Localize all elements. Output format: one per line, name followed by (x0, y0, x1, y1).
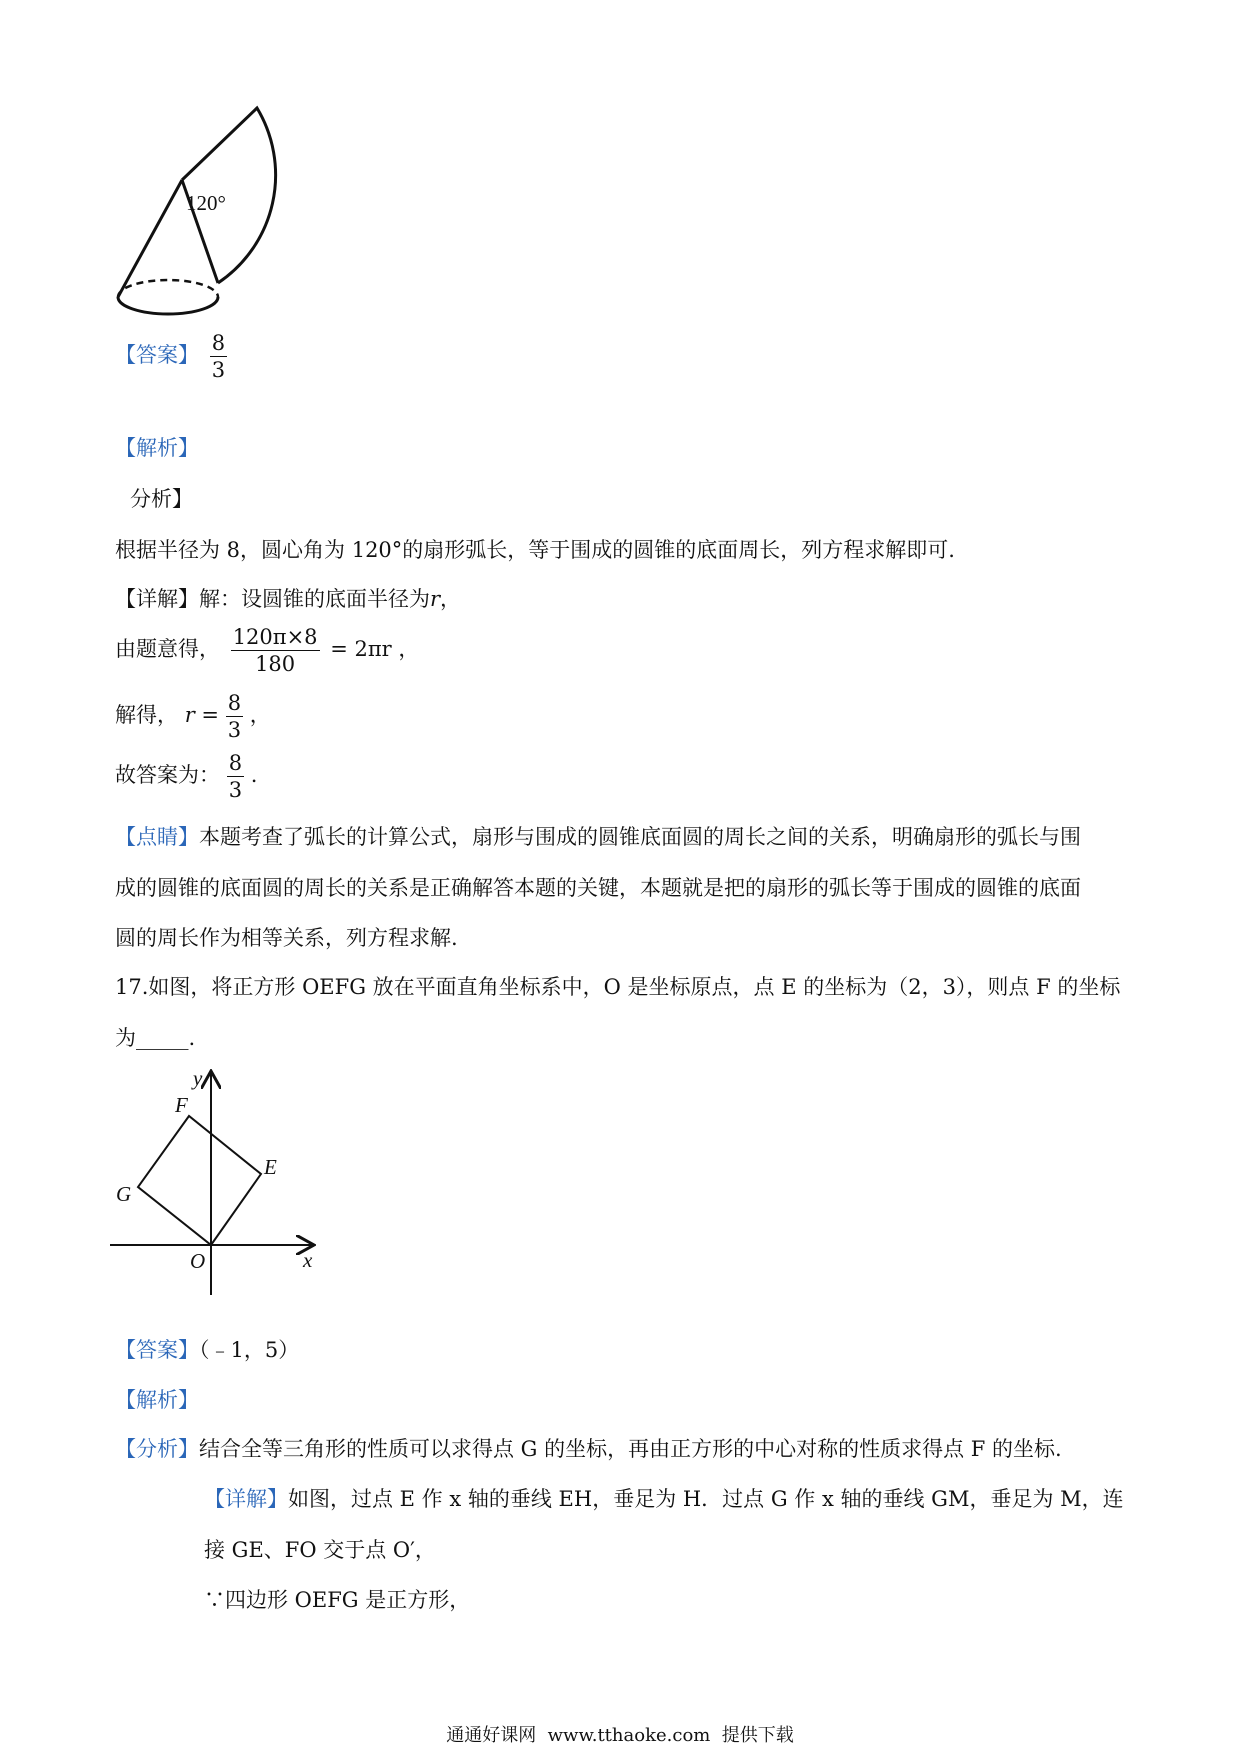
detail-text: 解：设圆锥的底面半径为 (199, 587, 430, 611)
point-g-label: G (116, 1182, 132, 1206)
q17-stem-line-2: 为_____. (115, 1026, 196, 1050)
fraction-numerator: 8 (227, 752, 244, 777)
cone-sector-figure (100, 90, 330, 350)
q17-detail-line-1 (204, 1483, 1124, 1513)
comment-line-3: 圆的周长作为相等关系，列方程求解. (115, 926, 458, 950)
coordinate-square-figure (105, 1065, 335, 1305)
q17-detail-line-2: 接 GE、FO 交于点 O′， (204, 1538, 436, 1562)
cone-base-back (118, 280, 218, 297)
q17-stem-line-1: 17.如图，将正方形 OEFG 放在平面直角坐标系中，O 是坐标原点，点 E 的坐标为（2，3），则点 F 的坐标 (115, 975, 1121, 999)
fraction-numerator: 120π×8 (231, 626, 320, 651)
answer-tag: 【答案】 (115, 1338, 199, 1362)
equation-line-1 (115, 626, 419, 675)
step1-rhs: = 2πr ， (330, 637, 420, 662)
origin-label: O (190, 1249, 206, 1273)
fenxi-tag: 【分析】 (115, 1437, 199, 1461)
footer-credit: 通通好课网 www.tthaoke.com 提供下载 (446, 1725, 794, 1746)
step3-fraction (227, 752, 244, 801)
step3-prefix: 故答案为： (115, 763, 220, 788)
point-f-label: F (175, 1093, 188, 1117)
q17-answer-line (115, 1334, 299, 1364)
q17-fenxi-text: 结合全等三角形的性质可以求得点 G 的坐标，再由正方形的中心对称的性质求得点 F 的坐标. (199, 1437, 1062, 1461)
detail-var: r (430, 587, 441, 611)
detail-tag: 【详解】 (204, 1487, 288, 1511)
cone-base-front (118, 297, 218, 314)
equation-line-2 (115, 692, 271, 741)
comment-line-2: 成的圆锥的底面圆的周长的关系是正确解答本题的关键，本题就是把的扇形的弧长等于围成的圆锥的底面 (115, 876, 1081, 900)
comment-line-1 (115, 821, 1081, 851)
square-oefg (138, 1116, 261, 1245)
fraction-numerator: 8 (210, 332, 227, 357)
analysis-tag: 【解析】 (115, 436, 199, 460)
detail-tag: 【详解】 (115, 587, 199, 611)
q17-fenxi-line (115, 1433, 1062, 1463)
fraction-denominator: 3 (227, 718, 242, 743)
analysis-tag: 【解析】 (115, 1388, 199, 1412)
equation-line-3 (115, 752, 257, 801)
point-e-label: E (264, 1155, 277, 1179)
comment-text-1: 本题考查了弧长的计算公式，扇形与围成的圆锥底面圆的周长之间的关系，明确扇形的弧长与围 (199, 825, 1081, 849)
fraction-denominator: 3 (228, 778, 243, 803)
answer-fraction (210, 332, 227, 381)
detail-line (115, 583, 461, 613)
step2-end: ， (249, 703, 271, 728)
fraction-numerator: 8 (226, 692, 243, 717)
comment-tag: 【点睛】 (115, 825, 199, 849)
answer-tag: 【答案】 (115, 343, 199, 368)
q17-detail-text-1: 如图，过点 E 作 x 轴的垂线 EH，垂足为 H．过点 G 作 x 轴的垂线 GM，垂足为 M，连 (288, 1487, 1124, 1511)
fraction-denominator: 180 (255, 652, 296, 677)
step1-fraction (231, 626, 320, 675)
fraction-denominator: 3 (211, 358, 226, 383)
q17-answer: （﹣1，5） (199, 1338, 300, 1362)
step2-prefix: 解得， (115, 703, 178, 728)
step1-prefix: 由题意得， (115, 637, 220, 662)
step2-lhs: r = (184, 703, 219, 728)
detail-end: ， (440, 587, 462, 611)
x-axis-label: x (303, 1248, 313, 1272)
q17-detail-line-3: ∵四边形 OEFG 是正方形， (204, 1588, 471, 1612)
fenxi-text: 根据半径为 8，圆心角为 120°的扇形弧长，等于围成的圆锥的底面周长，列方程求解即可. (115, 538, 955, 562)
fenxi-heading: 分析】 (130, 487, 193, 511)
angle-label: 120° (186, 191, 226, 215)
y-axis-label: y (193, 1066, 203, 1090)
step2-fraction (226, 692, 243, 741)
step3-end: . (250, 763, 258, 788)
